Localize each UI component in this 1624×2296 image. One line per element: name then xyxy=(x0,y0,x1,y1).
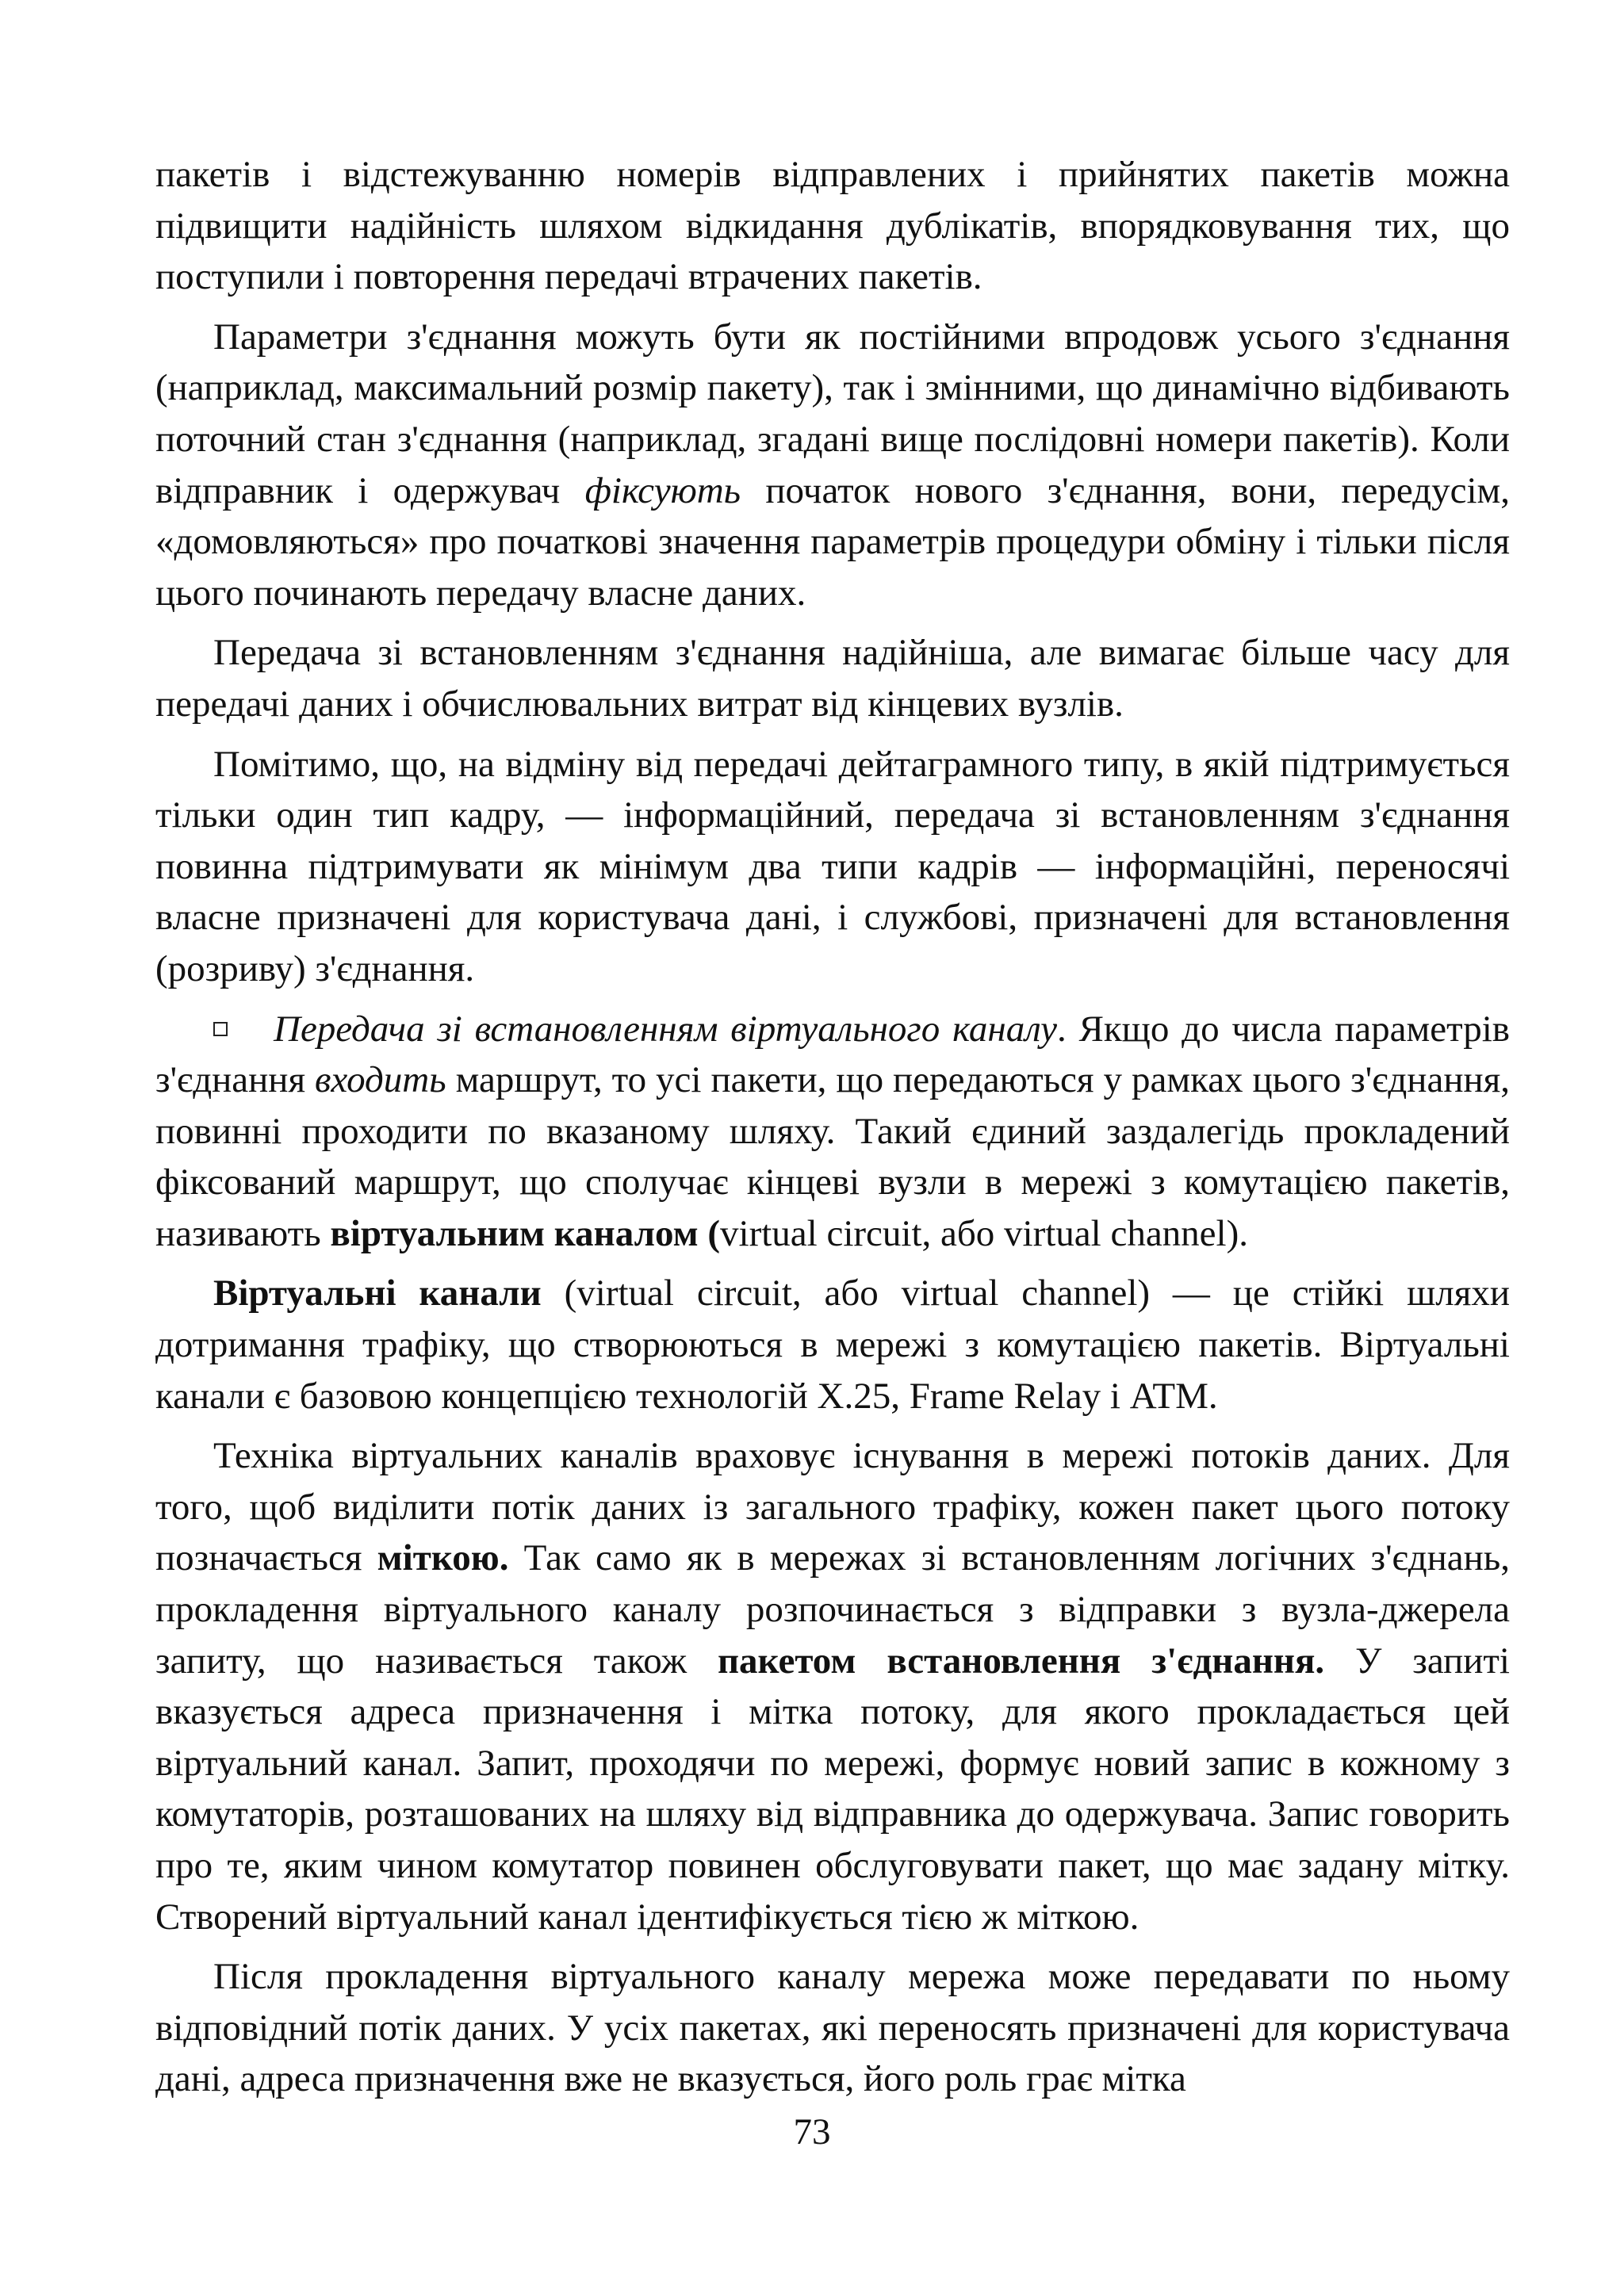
paragraph-7-text-b: Так само як в мережах зі встановленням логічних з'єднань, прокладення віртуального каналу розпочинається з відправки з вузла-джерела запиту, що називається також xyxy=(155,1537,1510,1682)
paragraph-5-emphasis-word: входить xyxy=(315,1059,446,1101)
paragraph-5-text-b: маршрут, то усі пакети, що передаються у рамках цього з'єднання, повинні проходити по вказаному шляху. Такий єдиний заздалегідь прокладений фіксований маршрут, що сполучає кінцеві вузли в мережі з комутацією пакетів, називають xyxy=(155,1059,1510,1254)
paragraph-3 xyxy=(155,627,1510,729)
paragraph-5-text-a: . Якщо до числа параметрів з'єднання xyxy=(155,1008,1510,1101)
paragraph-2-text-a: Параметри з'єднання можуть бути як постійними впродовж усього з'єднання (наприклад, максимальний розмір пакету), так і змінними, що динамічно відбивають поточний стан з'єднання (наприклад, згадані вище послідовні номери пакетів). Коли відправник і одержувач xyxy=(155,316,1510,511)
page-body xyxy=(155,149,1510,2114)
page-number: 73 xyxy=(793,2111,831,2152)
paragraph-6 xyxy=(155,1268,1510,1422)
paragraph-1 xyxy=(155,149,1510,303)
paragraph-5-text-c: virtual circuit, або virtual channel). xyxy=(720,1212,1249,1254)
paragraph-7 xyxy=(155,1430,1510,1942)
paragraph-5-emphasis-heading: Передача зі встановленням віртуального каналу xyxy=(274,1008,1057,1050)
paragraph-8-text: Після прокладення віртуального каналу мережа може передавати по ньому відповідний потік даних. У усіх пакетах, які переносять призначені для користувача дані, адреса призначення вже не вказується, його роль грає мітка xyxy=(155,1956,1510,2100)
paragraph-5-term: віртуальним каналом ( xyxy=(330,1212,721,1254)
paragraph-2-emphasis: фіксують xyxy=(584,469,741,511)
paragraph-5 xyxy=(155,1004,1510,1260)
paragraph-3-text: Передача зі встановленням з'єднання надійніша, але вимагає більше часу для передачі даних і обчислювальних витрат від кінцевих вузлів. xyxy=(155,632,1510,725)
paragraph-4-text: Помітимо, що, на відміну від передачі дейтаграмного типу, в якій підтримується тільки один тип кадру, — інформаційний, передача зі встановленням з'єднання повинна підтримувати як мінімум два типи кадрів — інформаційні, переносячі власне призначені для користувача дані, і службові, призначені для встановлення (розриву) з'єднання. xyxy=(155,743,1510,989)
paragraph-7-term-label: міткою. xyxy=(377,1537,509,1579)
paragraph-4 xyxy=(155,739,1510,995)
paragraph-8 xyxy=(155,1951,1510,2105)
paragraph-1-text: пакетів і відстежуванню номерів відправлених і прийнятих пакетів можна підвищити надійність шляхом відкидання дублікатів, впорядковування тих, що поступили і повторення передачі втрачених пакетів. xyxy=(155,154,1510,298)
paragraph-6-text: (virtual circuit, або virtual channel) — це стійкі шляхи дотримання трафіку, що створюються в мережі з комутацією пакетів. Віртуальні канали є базовою концепцією технологій X.25, Frame Relay і ATM. xyxy=(155,1272,1511,1417)
paragraph-6-term: Віртуальні канали xyxy=(213,1272,542,1314)
square-bullet-icon xyxy=(213,1022,228,1036)
paragraph-7-text-c: У запиті вказується адреса призначення і мітка потоку, для якого прокладається цей віртуальний канал. Запит, проходячи по мережі, формує новий запис в кожному з комутаторів, розташованих на шляху від відправника до одержувача. Запис говорить про те, яким чином комутатор повинен обслуговувати пакет, що має задану мітку. Створений віртуальний канал ідентифікується тією ж міткою. xyxy=(155,1640,1510,1938)
paragraph-7-term-setup-packet: пакетом встановлення з'єднання. xyxy=(717,1640,1325,1682)
paragraph-2-text-b: початок нового з'єднання, вони, передусім, «домовляються» про початкові значення параметрів процедури обміну і тільки після цього починають передачу власне даних. xyxy=(155,469,1510,614)
paragraph-2 xyxy=(155,312,1510,619)
paragraph-7-text-a: Техніка віртуальних каналів враховує існування в мережі потоків даних. Для того, щоб виділити потік даних із загального трафіку, кожен пакет цього потоку позначається xyxy=(155,1435,1510,1579)
